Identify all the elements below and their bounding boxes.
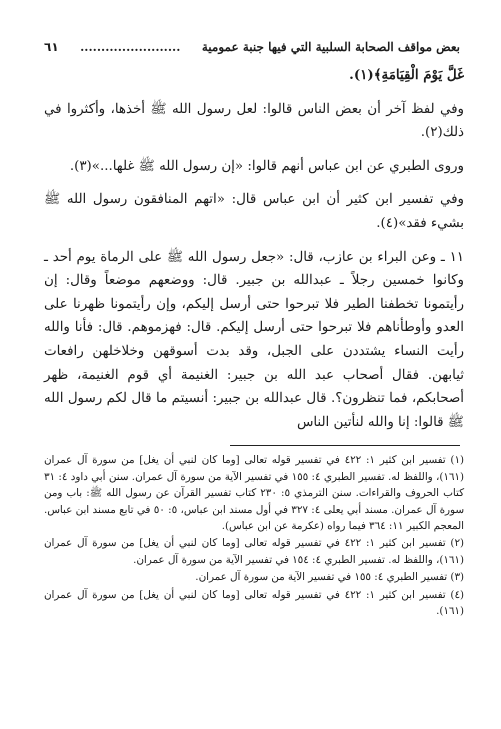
header-title: بعض مواقف الصحابة السلبية التي فيها جنبة عمومية bbox=[201, 40, 460, 54]
paragraph-ibn-kathir: وفي تفسير ابن كثير أن ابن عباس قال: «اتهم المنافقون رسول الله ﷺ بشيء فقد»(٤). bbox=[44, 192, 464, 231]
quran-verse-ending: غَلَّ يَوْمَ الْقِيَامَةِ﴾(١). bbox=[349, 67, 464, 83]
footnote-separator bbox=[230, 445, 460, 446]
running-header bbox=[44, 40, 464, 54]
header-dots: ........................ bbox=[80, 40, 181, 54]
footnote-4: (٤) تفسير ابن كثير ١: ٤٢٢ في تفسير قوله تعالى [وما كان لنبي أن يغل] من سورة آل عمران (١٦١). bbox=[44, 588, 465, 617]
footnote-3: (٣) تفسير الطبري ٤: ١٥٥ في تفسير الآية من سورة آل عمران. bbox=[195, 571, 464, 584]
page-number: ٦١ bbox=[44, 40, 59, 54]
footnote-1: (١) تفسير ابن كثير ١: ٤٢٢ في تفسير قوله تعالى [وما كان لنبي أن يغل] من سورة آل عمران (١٦١)، واللفظ له. تفسير الطبري ٤: ١٥٥ في تفسير الآية من سورة آل عمران. سنن أبي داود ٤: ٣١ كتاب الحروف والقراءات. سنن الترمذي ٥: ٢٣٠ كتاب تفسير القرآن عن رسول الله ﷺ: باب ومن سورة آل عمران. مسند أبي يعلى ٤: ٣٢٧ في أول مسند ابن عباس، ٥: ٥٠ في تابع مسند ابن عباس. المعجم الكبير ١١: ٣٦٤ فيما رواه (عكرمة عن ابن عباس). bbox=[44, 454, 465, 532]
paragraph-other-wording: وفي لفظ آخر أن بعض الناس قالوا: لعل رسول الله ﷺ أخذها، وأكثروا في ذلك(٢). bbox=[44, 101, 464, 141]
paragraph-tabari: وروى الطبري عن ابن عباس أنهم قالوا: «إن رسول الله ﷺ غلها...»(٣). bbox=[69, 158, 464, 174]
paragraph-bara-narration: ١١ ـ وعن البراء بن عازب، قال: «جعل رسول الله ﷺ على الرماة يوم أحد ـ وكانوا خمسين رجلاً ـ عبدالله بن جبير. قال: ووضعهم موضعاً وقال: إن رأيتمونا تخطفنا الطير فلا تبرحوا حتى أرسل إليكم، وإن رأيتمونا ظهرنا على العدو وأوطأناهم فلا تبرحوا حتى أرسل إليكم. قال: فهزموهم. قال: فأنا والله رأيت النساء يشتددن على الجبل، وقد بدت أسوقهن وخلاخلهن رافعات ثيابهن. فقال أصحاب عبد الله بن جبير: الغنيمة أي قوم الغنيمة، ظهر أصحابكم، فما تنظرون؟. قال عبدالله بن جبير: أنسيتم ما قال لكم رسول الله ﷺ قالوا: إنا والله لنأتين الناس bbox=[44, 249, 464, 430]
book-page bbox=[44, 40, 464, 619]
footnote-2: (٢) تفسير ابن كثير ١: ٤٢٢ في تفسير قوله تعالى [وما كان لنبي أن يغل] من سورة آل عمران (١٦١)، واللفظ له. تفسير الطبري ٤: ١٥٤ في تفسير الآية من سورة آل عمران. bbox=[44, 537, 465, 566]
